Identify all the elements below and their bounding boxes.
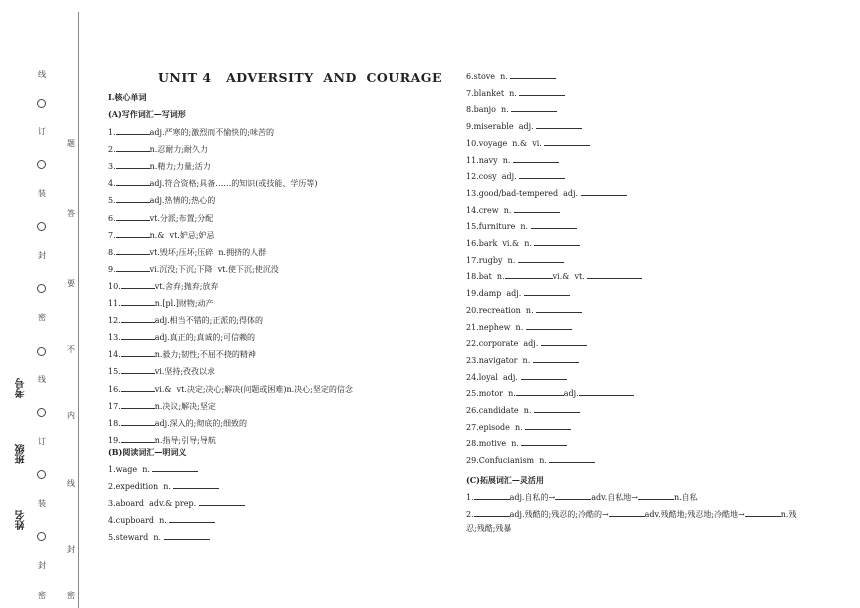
answer-blank[interactable] xyxy=(199,497,245,506)
item-definition: adj.符合资格;具备……的知识(或技能、学历等) xyxy=(149,179,318,189)
vocab-item xyxy=(466,287,570,299)
answer-blank[interactable] xyxy=(514,204,560,213)
part-c-heading: (C)拓展词汇—灵活用 xyxy=(466,475,544,485)
item-definition: adj.热情的;热心的 xyxy=(149,196,216,206)
vocab-item xyxy=(108,497,245,509)
vocab-item xyxy=(466,404,580,416)
part-a-heading: (A)写作词汇—写词形 xyxy=(108,109,186,119)
margin-char: 内 xyxy=(67,411,75,420)
vocab-item xyxy=(108,229,215,241)
item-number: 12. xyxy=(108,316,121,326)
margin-char: 订 xyxy=(38,437,46,446)
answer-blank[interactable] xyxy=(116,160,150,169)
item-word: 4.cupboard n. xyxy=(108,516,167,526)
vocab-item xyxy=(466,137,590,149)
extension-item: 2. adj.残酷的;残忍的;冷酷的→ adv.残酷地;残忍地;冷酷地→ n.残 xyxy=(466,510,797,519)
answer-blank[interactable] xyxy=(533,354,579,363)
item-number: 8. xyxy=(108,247,116,257)
part-b-heading: (B)阅读词汇—明词义 xyxy=(108,447,187,457)
item-definition: vt.舍弃;抛弃;放弃 xyxy=(154,281,219,291)
margin-char: 装 xyxy=(38,189,46,198)
binding-line xyxy=(78,12,79,608)
answer-blank[interactable] xyxy=(474,491,510,500)
vocab-item xyxy=(466,354,579,366)
item-definition: vi.沉没;下沉;下降 vt.使下沉;使沉没 xyxy=(149,264,279,274)
vocab-item xyxy=(108,400,216,412)
answer-blank[interactable] xyxy=(116,263,150,272)
margin-char: 要 xyxy=(67,279,75,288)
item-number: 17. xyxy=(108,401,121,411)
answer-blank[interactable] xyxy=(121,383,155,392)
vocab-item xyxy=(108,383,353,395)
binding-hole-icon xyxy=(37,408,46,417)
item-word: 14.crew n. xyxy=(466,205,512,215)
vocab-item xyxy=(108,463,198,475)
vocab-item xyxy=(108,331,255,343)
answer-blank[interactable] xyxy=(116,246,150,255)
item-number: 9. xyxy=(108,264,116,274)
vocab-item xyxy=(108,177,318,189)
item-definition: vt.毁坏;压坏;压碎 n.拥挤的人群 xyxy=(149,247,267,257)
vocab-item xyxy=(466,120,582,132)
vocab-item xyxy=(466,204,560,216)
answer-blank[interactable] xyxy=(474,508,510,517)
vocab-item xyxy=(466,254,564,266)
answer-blank[interactable] xyxy=(579,387,634,396)
item-word: 19.damp adj. xyxy=(466,289,522,299)
item-definition: adj.严寒的;激烈而不愉快的;味苦的 xyxy=(149,128,274,137)
item-word: 8.banjo n. xyxy=(466,105,509,115)
item-word: 23.navigator n. xyxy=(466,355,531,365)
answer-blank[interactable] xyxy=(121,417,155,426)
item-word: 2.expedition n. xyxy=(108,482,171,492)
vocab-item xyxy=(108,194,215,206)
item-number: 4. xyxy=(108,179,116,189)
item-number: 11. xyxy=(108,299,121,308)
vocab-item xyxy=(466,237,580,249)
vocab-item xyxy=(466,421,571,433)
margin-char: 线 xyxy=(38,375,46,384)
vocab-item xyxy=(108,365,215,377)
item-definition: n.& vt.妒忌;妒忌 xyxy=(149,230,215,240)
vocab-item xyxy=(108,480,219,492)
answer-blank[interactable] xyxy=(510,70,556,79)
answer-blank[interactable] xyxy=(121,348,155,357)
vocab-item xyxy=(108,126,274,138)
vocab-item xyxy=(108,280,218,292)
vocab-item xyxy=(466,337,587,349)
item-definition: vi.& vt.决定;决心;解决(问题或困难)n.决心;坚定的信念 xyxy=(154,384,353,394)
vocab-item xyxy=(466,454,595,466)
item-word: 1.wage n. xyxy=(108,465,150,474)
answer-blank[interactable] xyxy=(116,212,150,221)
answer-blank[interactable] xyxy=(534,237,580,246)
answer-blank[interactable] xyxy=(745,508,781,517)
answer-blank[interactable] xyxy=(513,154,559,163)
item-word: 9.miserable adj. xyxy=(466,122,534,132)
item-word: 7.blanket n. xyxy=(466,88,517,98)
name-label: 姓名 xyxy=(16,510,27,530)
answer-blank[interactable] xyxy=(121,280,155,289)
answer-blank[interactable] xyxy=(536,304,582,313)
item-number: 16. xyxy=(108,384,121,394)
vocab-item xyxy=(466,87,565,99)
item-part-of-speech: adj. xyxy=(563,389,579,399)
vocab-item xyxy=(466,220,577,232)
answer-blank[interactable] xyxy=(638,491,674,500)
answer-blank[interactable] xyxy=(521,437,567,446)
vocab-item xyxy=(108,434,216,446)
answer-blank[interactable] xyxy=(536,120,582,129)
answer-blank[interactable] xyxy=(121,434,155,443)
vocab-item xyxy=(466,103,557,115)
answer-blank[interactable] xyxy=(609,508,645,517)
item-number: 10. xyxy=(108,281,121,291)
vocab-item xyxy=(108,246,266,258)
vocab-item xyxy=(466,321,572,333)
vocab-item xyxy=(108,160,211,172)
answer-blank[interactable] xyxy=(121,331,155,340)
item-definition: adj.深入的;彻底的;细致的 xyxy=(154,418,248,428)
vocab-item xyxy=(466,270,642,282)
margin-char: 订 xyxy=(38,127,46,136)
item-definition: adj.相当不错的;正派的;得体的 xyxy=(154,316,264,326)
item-word: 6.stove n. xyxy=(466,72,508,81)
item-word: 20.recreation n. xyxy=(466,305,534,315)
item-word: 21.nephew n. xyxy=(466,322,524,332)
item-word: 16.bark vi.& n. xyxy=(466,239,532,248)
answer-blank[interactable] xyxy=(519,87,565,96)
vocab-item xyxy=(108,263,279,275)
answer-blank[interactable] xyxy=(555,491,591,500)
extension-item-continued: 忍;残酷;残暴 xyxy=(466,524,512,533)
item-number: 5. xyxy=(108,196,116,206)
item-word: 27.episode n. xyxy=(466,422,523,432)
answer-blank[interactable] xyxy=(152,463,198,472)
vocab-item xyxy=(108,314,263,326)
answer-blank[interactable] xyxy=(519,170,565,179)
vocab-item xyxy=(108,348,256,360)
item-word: 5.steward n. xyxy=(108,533,162,543)
answer-blank[interactable] xyxy=(541,337,587,346)
margin-char: 题 xyxy=(67,139,75,148)
margin-char: 答 xyxy=(67,209,75,218)
item-number: 19. xyxy=(108,435,121,445)
vocab-item xyxy=(466,187,627,199)
answer-blank[interactable] xyxy=(544,137,590,146)
binding-hole-icon xyxy=(37,160,46,169)
item-definition: n.忍耐力;耐久力 xyxy=(149,145,209,155)
item-number: 2. xyxy=(108,145,116,155)
margin-char: 封 xyxy=(38,251,46,260)
answer-blank[interactable] xyxy=(169,514,215,523)
answer-blank[interactable] xyxy=(549,454,595,463)
answer-blank[interactable] xyxy=(121,400,155,409)
answer-blank[interactable] xyxy=(121,365,155,374)
margin-char: 密 xyxy=(67,591,75,600)
item-word: 25.motor n. xyxy=(466,389,516,399)
vocab-item xyxy=(108,143,208,155)
binding-hole-icon xyxy=(37,532,46,541)
item-definition: n.决议;解决;坚定 xyxy=(154,401,216,411)
binding-hole-icon xyxy=(37,99,46,108)
answer-blank[interactable] xyxy=(116,194,150,203)
item-definition: n.[pl.]财物;动产 xyxy=(154,299,214,308)
binding-hole-icon xyxy=(37,222,46,231)
item-word: 3.aboard adv.& prep. xyxy=(108,499,197,509)
item-part-of-speech: vi.& vt. xyxy=(552,272,585,282)
answer-blank[interactable] xyxy=(516,387,564,396)
item-word: 28.motive n. xyxy=(466,439,519,449)
vocab-item xyxy=(466,70,556,82)
exam-number-label: 考号 xyxy=(16,378,27,398)
extension-item: 1. adj.自私的→ adv.自私地→ n.自私 xyxy=(466,493,698,502)
margin-char: 线 xyxy=(38,70,46,79)
item-word: 13.good/bad-tempered adj. xyxy=(466,188,579,198)
item-word: 17.rugby n. xyxy=(466,255,516,265)
binding-hole-icon xyxy=(37,470,46,479)
item-word: 22.corporate adj. xyxy=(466,339,539,349)
vocab-item xyxy=(466,387,634,399)
margin-char: 装 xyxy=(38,499,46,508)
item-word: 24.loyal adj. xyxy=(466,372,518,382)
answer-blank[interactable] xyxy=(531,220,577,229)
vocab-item xyxy=(108,417,247,429)
answer-blank[interactable] xyxy=(518,254,564,263)
item-definition: adj.真正的;真诚的;可信赖的 xyxy=(154,333,256,343)
vocab-item xyxy=(108,514,215,526)
answer-blank[interactable] xyxy=(534,404,580,413)
item-word: 10.voyage n.& vi. xyxy=(466,138,542,148)
answer-blank[interactable] xyxy=(116,143,150,152)
item-word: 11.navy n. xyxy=(466,155,511,165)
vocab-item xyxy=(466,371,567,383)
answer-blank[interactable] xyxy=(526,321,572,330)
vocab-item xyxy=(108,531,210,543)
item-number: 15. xyxy=(108,367,121,377)
page-title: UNIT 4 ADVERSITY AND COURAGE xyxy=(158,70,443,85)
vocab-item xyxy=(466,304,582,316)
margin-char: 密 xyxy=(38,591,46,600)
answer-blank[interactable] xyxy=(116,126,150,135)
item-definition: n.指导;引导;导航 xyxy=(154,435,216,445)
answer-blank[interactable] xyxy=(116,229,150,238)
item-number: 3. xyxy=(108,162,116,172)
answer-blank[interactable] xyxy=(587,270,642,279)
margin-char: 封 xyxy=(38,561,46,570)
vocab-item xyxy=(108,212,213,224)
item-word: 29.Confucianism n. xyxy=(466,456,547,466)
binding-hole-icon xyxy=(37,284,46,293)
class-label: 班级 xyxy=(16,444,27,464)
answer-blank[interactable] xyxy=(173,480,219,489)
item-number: 6. xyxy=(108,213,116,223)
item-definition: vt.分派;布置;分配 xyxy=(149,213,214,223)
item-definition: n.精力;力量;活力 xyxy=(149,162,211,172)
vocab-item xyxy=(466,437,567,449)
item-number: 13. xyxy=(108,333,121,343)
item-word: 26.candidate n. xyxy=(466,406,532,415)
answer-blank[interactable] xyxy=(581,187,627,196)
answer-blank[interactable] xyxy=(525,421,571,430)
answer-blank[interactable] xyxy=(164,531,210,540)
answer-blank[interactable] xyxy=(121,314,155,323)
section-heading: Ⅰ.核心单词 xyxy=(108,92,147,102)
vocab-item xyxy=(466,154,559,166)
vocab-item xyxy=(108,297,214,309)
answer-blank[interactable] xyxy=(116,177,150,186)
margin-char: 线 xyxy=(67,479,75,488)
margin-char: 密 xyxy=(38,313,46,322)
answer-blank[interactable] xyxy=(521,371,567,380)
item-word: 15.furniture n. xyxy=(466,222,529,232)
item-word: 18.bat n. xyxy=(466,272,505,282)
answer-blank[interactable] xyxy=(121,297,155,306)
answer-blank[interactable] xyxy=(511,103,557,112)
binding-hole-icon xyxy=(37,347,46,356)
answer-blank[interactable] xyxy=(505,270,553,279)
item-number: 18. xyxy=(108,418,121,428)
item-number: 1. xyxy=(108,128,116,137)
margin-char: 不 xyxy=(67,345,75,354)
item-number: 14. xyxy=(108,350,121,360)
margin-char: 封 xyxy=(67,545,75,554)
answer-blank[interactable] xyxy=(524,287,570,296)
vocab-item xyxy=(466,170,565,182)
item-definition: n.毅力;韧性;不屈不挠的精神 xyxy=(154,350,256,360)
item-word: 12.cosy adj. xyxy=(466,172,517,182)
item-number: 7. xyxy=(108,230,116,240)
item-definition: vi.坚持;孜孜以求 xyxy=(154,367,216,377)
